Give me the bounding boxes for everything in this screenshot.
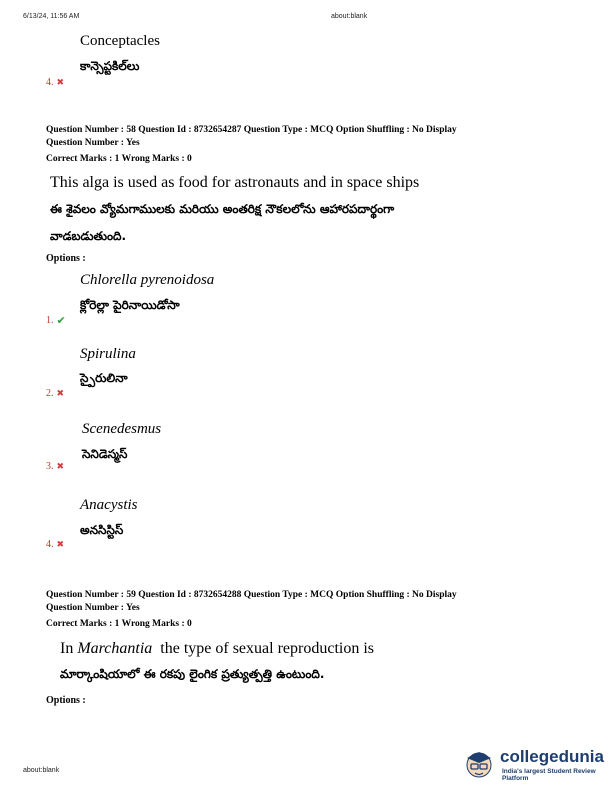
q58-option-2-english: Spirulina [80, 346, 136, 362]
print-url: about:blank [331, 13, 368, 20]
q58-option-1-telugu: క్లోరెల్లా పైరినాయిడోసా [80, 298, 180, 312]
cross-icon: ✖ [56, 388, 65, 399]
q58-question-telugu-line1: ఈ శైవలం వ్యోమగాములకు మరియు అంతరిక్ష నౌకలలోను ఆహారపదార్థంగా [50, 202, 395, 216]
q58-option-3-number [46, 461, 64, 472]
q58-meta-line1: Question Number : 58 Question Id : 8732654287 Question Type : MCQ Option Shuffling : No Display [46, 125, 457, 135]
collegedunia-logo [462, 744, 612, 784]
logo-tagline: India's largest Student Review Platform [502, 768, 596, 782]
q58-option-1-english: Chlorella pyrenoidosa [80, 272, 215, 288]
check-icon: ✔ [56, 314, 66, 327]
q59-text-italic: Marchantia [77, 640, 153, 657]
q59-meta-line3: Correct Marks : 1 Wrong Marks : 0 [46, 619, 192, 629]
cross-icon: ✖ [56, 77, 65, 88]
q59-question-telugu: మార్కాంషియాలో ఈ రకపు లైంగిక ప్రత్యుత్పత్తి ఉంటుంది. [60, 667, 325, 681]
q58-question-telugu-line2: వాడబడుతుంది. [50, 229, 127, 243]
mascot-icon [462, 746, 496, 780]
q59-text-post: the type of sexual reproduction is [152, 640, 374, 657]
q58-meta-line3: Correct Marks : 1 Wrong Marks : 0 [46, 154, 192, 164]
q58-option-4-english: Anacystis [80, 497, 138, 513]
q59-text-pre: In [60, 640, 78, 657]
cross-icon: ✖ [56, 539, 65, 550]
q58-option-2-telugu: స్పైరులినా [80, 371, 128, 385]
option-number-label: 1. [46, 315, 54, 326]
option-number-label: 4. [46, 539, 54, 550]
q58-option-3-english: Scenedesmus [82, 421, 162, 437]
prev-option-english: Conceptacles [80, 33, 160, 49]
q58-option-4-telugu: అనసిస్టిస్ [80, 523, 124, 537]
q58-meta-line2: Question Number : Yes [46, 138, 140, 148]
q59-question-english [60, 640, 374, 658]
option-number-label: 2. [46, 388, 54, 399]
print-datetime: 6/13/24, 11:56 AM [23, 13, 80, 20]
prev-option-number [46, 77, 64, 88]
prev-option-telugu: కాన్సెప్టకిల్‌లు [80, 59, 140, 73]
q59-meta-line1: Question Number : 59 Question Id : 8732654288 Question Type : MCQ Option Shuffling : No Display [46, 590, 457, 600]
q58-option-4-number [46, 539, 64, 550]
q59-options-label: Options : [46, 695, 86, 706]
q58-question-english: This alga is used as food for astronauts and in space ships [50, 174, 420, 191]
print-footer-url: about:blank [23, 767, 60, 774]
option-number-label: 3. [46, 461, 54, 472]
cross-icon: ✖ [56, 461, 65, 472]
logo-name: collegedunia [500, 747, 604, 766]
q58-option-2-number [46, 388, 64, 399]
q58-options-label: Options : [46, 253, 86, 264]
option-number-label: 4. [46, 77, 54, 88]
q58-option-3-telugu: సెనిడెస్మస్ [82, 447, 128, 461]
q58-option-1-number [46, 314, 66, 327]
q59-meta-line2: Question Number : Yes [46, 603, 140, 613]
